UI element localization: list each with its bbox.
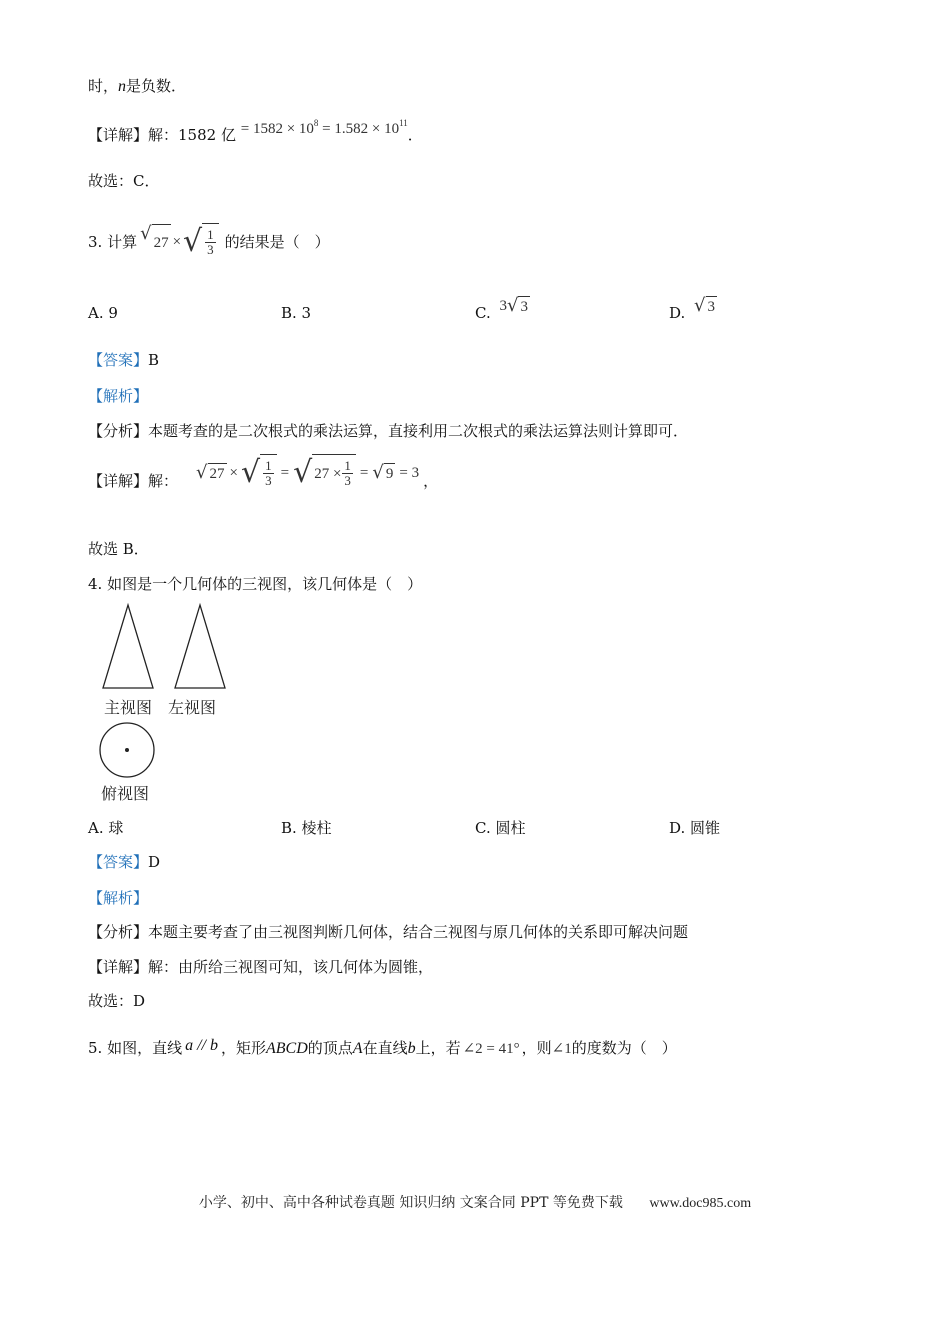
q3-times: × xyxy=(172,234,182,250)
q3-step-eq1: = xyxy=(280,465,290,481)
q3-step-times: × xyxy=(229,465,238,481)
q3-option-c-radicand: 3 xyxy=(518,296,530,317)
q3-step-sqrt-frac xyxy=(241,454,277,492)
q2-math-a: = 1582 × 10 xyxy=(240,121,314,137)
q4-answer-line xyxy=(88,852,160,872)
top-view-label: 俯视图 xyxy=(101,784,150,803)
q2-choice: 故选：C． xyxy=(88,172,160,190)
q4-analysis-line xyxy=(88,922,688,942)
q3-frac-den: 3 xyxy=(207,242,214,257)
q3-suffix: 的结果是（ ） xyxy=(224,233,330,251)
radical-icon: √ xyxy=(293,455,313,490)
three-view-figure xyxy=(96,600,236,785)
radical-icon: √ xyxy=(183,224,203,259)
q3-step-radicand-27: 27 xyxy=(208,463,227,484)
q5-post: 的度数为（ ） xyxy=(571,1039,677,1057)
q3-analysis-line xyxy=(88,421,688,441)
q3-sqrt-frac-body xyxy=(202,223,219,261)
q3-step-frac-den: 3 xyxy=(265,473,272,488)
q3-answer: B xyxy=(148,351,160,369)
q3-step-inner-frac xyxy=(342,459,353,488)
q3-option-d-sqrt xyxy=(694,296,717,317)
top-view-center-dot xyxy=(125,748,129,752)
q4-answer: D xyxy=(148,853,161,871)
q3-step-eq2: = xyxy=(359,465,369,481)
q2-math xyxy=(240,118,408,137)
q3-option-c-label: C. xyxy=(475,304,491,322)
q3-step-sqrt-frac-body xyxy=(260,454,277,492)
q3-step-sqrt-product-body xyxy=(312,454,356,492)
q3-step-comma: ， xyxy=(423,472,439,490)
q2-detail-label: 【详解】 xyxy=(88,126,149,144)
radical-icon: √ xyxy=(240,455,261,490)
q3-step-inner-frac-num: 1 xyxy=(344,458,351,473)
q5-mid4: 上，若 xyxy=(415,1039,461,1057)
front-view-label: 主视图 xyxy=(104,698,153,717)
q2-line-pre: 时， xyxy=(88,77,119,95)
q3-sqrt-27 xyxy=(140,224,170,261)
q3-analysis-label: 【分析】 xyxy=(88,422,149,440)
q3-option-d xyxy=(669,294,717,325)
q3-option-d-radicand: 3 xyxy=(706,296,718,317)
q5-pre: 5. 如图，直线 xyxy=(88,1039,183,1057)
q3-option-c xyxy=(475,294,530,325)
q4-answer-tag: 【答案】 xyxy=(88,853,149,871)
q3-option-d-label: D. xyxy=(669,304,686,322)
q2-continuation-line xyxy=(88,76,186,97)
q5-question xyxy=(88,1038,677,1059)
q3-option-c-math xyxy=(500,296,530,314)
q3-question xyxy=(88,222,330,262)
q2-detail-line xyxy=(88,120,423,146)
q5-angle1: ∠1 xyxy=(551,1041,572,1057)
q5-angle2: ∠2 = 41° xyxy=(462,1041,520,1057)
q4-option-d: D. 圆锥 xyxy=(669,819,721,837)
q5-mid5: ，则 xyxy=(521,1039,552,1057)
q2-math-b: = 1.582 × 10 xyxy=(318,121,400,137)
footer-text: 小学、初中、高中各种试卷真题 知识归纳 文案合同 PPT 等免费下载 xyxy=(198,1195,623,1211)
q3-sqrt-frac xyxy=(183,223,219,261)
q3-answer-tag: 【答案】 xyxy=(88,351,149,369)
q3-option-c-coef: 3 xyxy=(499,298,507,314)
q2-detail-end: ． xyxy=(407,126,423,144)
q2-line-post: 是负数． xyxy=(126,77,187,95)
q4-detail-text: 解：由所给三视图可知，该几何体为圆锥， xyxy=(148,958,434,976)
q3-analysis-tag: 【解析】 xyxy=(88,387,149,405)
q5-line-b: b xyxy=(407,1040,416,1057)
q3-step-inner: 27 × xyxy=(314,465,342,482)
q3-number: 3. 计算 xyxy=(88,233,138,251)
q5-mid3: 在直线 xyxy=(362,1039,408,1057)
q4-detail-line xyxy=(88,957,433,977)
left-view-triangle xyxy=(175,605,225,688)
q3-step-sqrt-product xyxy=(293,454,356,492)
q3-choice: 故选 B． xyxy=(88,540,149,558)
radical-icon: √ xyxy=(196,461,208,483)
q4-option-c: C. 圆柱 xyxy=(475,819,526,837)
q4-analysis-tag: 【解析】 xyxy=(88,889,149,907)
q4-detail-label: 【详解】 xyxy=(88,958,149,976)
q5-vertex: A xyxy=(352,1040,363,1057)
q5-mid1: ，矩形 xyxy=(220,1039,266,1057)
q3-analysis-text: 本题考查的是二次根式的乘法运算，直接利用二次根式的乘法运算法则计算即可． xyxy=(148,422,689,440)
q3-answer-line xyxy=(88,350,159,370)
q4-option-a: A. 球 xyxy=(88,819,124,837)
q4-option-b: B. 棱柱 xyxy=(281,819,332,837)
q2-detail-text: 解：1582 亿 xyxy=(148,126,236,144)
q3-step-sqrt-9 xyxy=(372,463,395,484)
footer-url[interactable]: www.doc985.com xyxy=(649,1196,752,1211)
q4-analysis-label: 【分析】 xyxy=(88,923,149,941)
q3-option-b: B. 3 xyxy=(281,304,312,322)
q3-radicand-27: 27 xyxy=(152,224,171,261)
q3-step-frac-num: 1 xyxy=(265,458,272,473)
q3-detail-label: 【详解】 xyxy=(88,472,149,490)
q5-rect: ABCD xyxy=(266,1040,308,1057)
q3-frac-num: 1 xyxy=(207,227,214,242)
q3-frac xyxy=(205,228,216,257)
radical-icon: √ xyxy=(372,461,384,483)
q4-question: 4. 如图是一个几何体的三视图，该几何体是（ ） xyxy=(88,575,423,593)
q3-step-sqrt-27 xyxy=(196,463,226,484)
q3-option-a: A. 9 xyxy=(88,304,118,322)
radical-icon: √ xyxy=(140,222,152,244)
radical-icon: √ xyxy=(694,294,706,316)
q3-detail-text: 解： xyxy=(148,472,179,490)
front-view-triangle xyxy=(103,605,153,688)
q3-detail-line xyxy=(88,455,439,504)
q3-step-inner-frac-den: 3 xyxy=(344,473,351,488)
q4-analysis-text: 本题主要考查了由三视图判断几何体，结合三视图与原几何体的关系即可解决问题 xyxy=(148,923,689,941)
q5-mid2: 的顶点 xyxy=(307,1039,353,1057)
q2-exp-a: 8 xyxy=(313,118,319,128)
q5-parallel: a // b xyxy=(185,1037,218,1054)
radical-icon: √ xyxy=(507,294,519,316)
q3-step-eq3: = 3 xyxy=(399,465,420,481)
q2-var-n: n xyxy=(118,78,127,95)
q3-detail-math xyxy=(196,454,419,492)
q3-option-c-sqrt xyxy=(507,296,530,317)
q2-exp-b: 11 xyxy=(399,118,408,128)
left-view-label: 左视图 xyxy=(168,698,217,717)
q4-choice: 故选：D xyxy=(88,992,146,1010)
q3-step-frac xyxy=(263,459,274,488)
page-footer xyxy=(0,1192,950,1212)
q3-step-radicand-9: 9 xyxy=(384,463,396,484)
